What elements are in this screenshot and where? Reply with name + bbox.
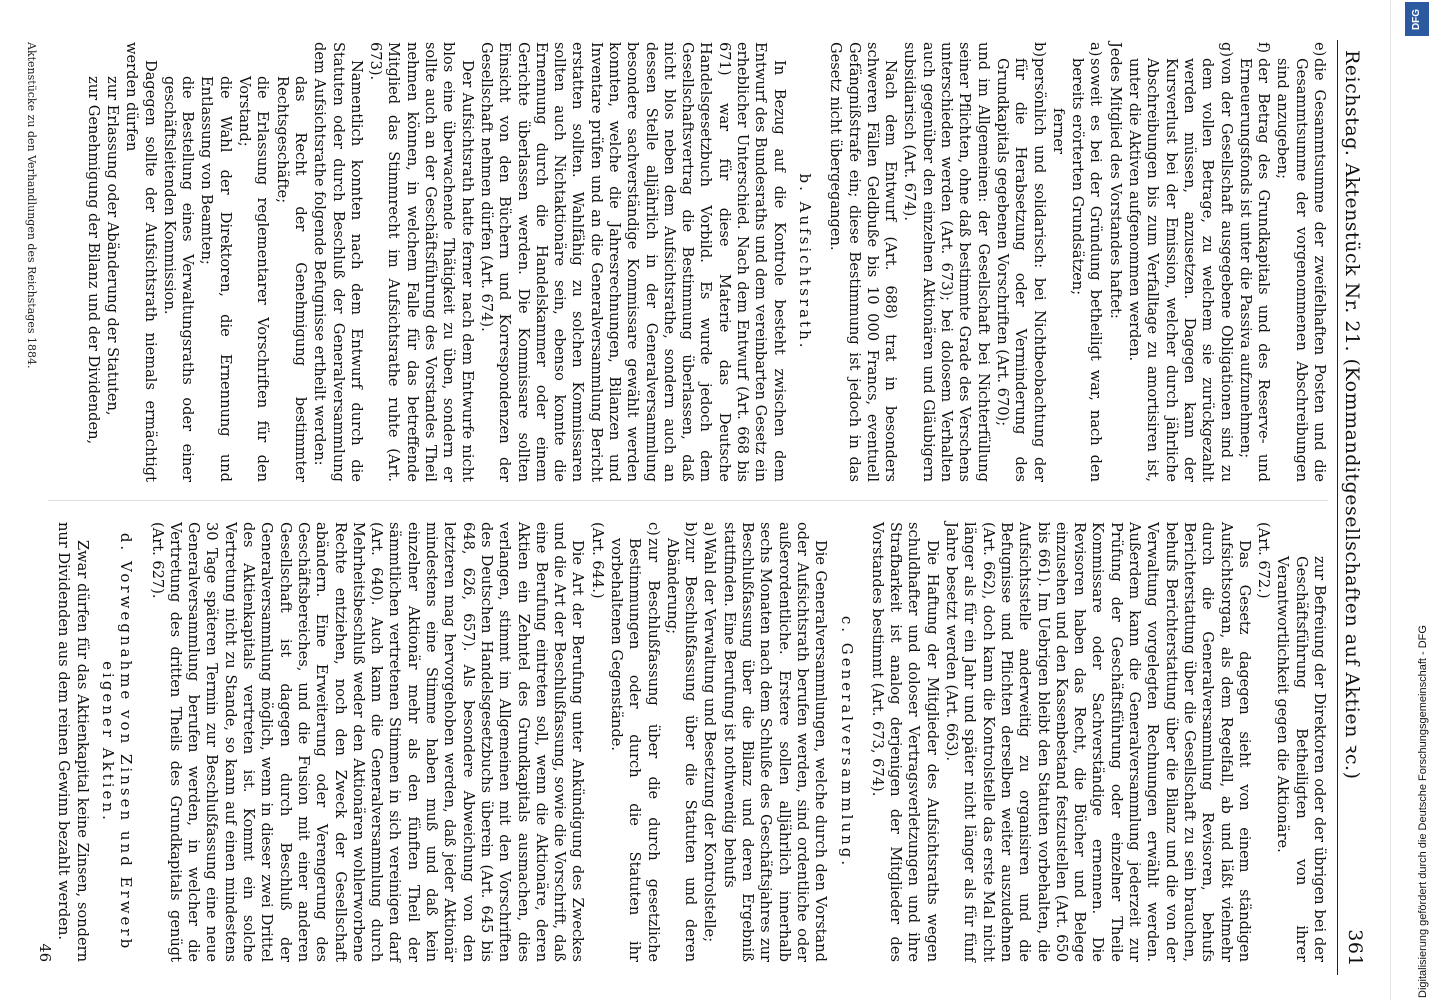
section-heading: b. Aufsichtsrath. — [795, 173, 814, 351]
list-item — [1125, 42, 1235, 482]
paragraph: In Bezug auf die Kontrole besteht zwischen dem Entwurf des Bundesraths und dem vereinbarten Gesetz ein erheblicher Unterschied. Nach dem Entwurf (Art. 668 bis 671) war für diese Materie das Deutsche Handelsgesetzbuch Vorbild. Es wurde jedoch dem Gesellschaftsvertrag die Bestimmung überlassen, daß nicht blos neben dem Aufsichtsrathe, sondern auch an dessen Stelle alljährlich in der Generalversammlung besondere sachverständige Kommissare gewählt werden konnten, welche die Jahresrechnungen, Bilanzen und Inventare prüfen und an die Generalversammlung Bericht erstatten sollten. Wahlfähig zu solchen Kommissaren sollten auch Nichtaktionäre sein, ebenso konnte die Ernennung durch die Handelskammer oder einem Gerichte überlassen werden. Die Kommissare sollten Einsicht von den Büchern und Korrespondenzen der Gesellschaft nehmen dürfen (Art. 674). — [477, 42, 788, 482]
paragraph: das Recht der Genehmigung bestimmter Rechtsgeschäfte; — [273, 76, 309, 482]
column-divider — [48, 500, 1328, 501]
list-item — [1273, 42, 1328, 482]
paragraph: die Bestellung eines Verwaltungsraths oder einer geschäftsleitenden Kommission. — [160, 76, 197, 482]
page-number: 361 — [1344, 929, 1366, 967]
paragraph: ferner — [1049, 108, 1067, 155]
dfg-logo-text: DFG — [1411, 8, 1423, 30]
list-item-text: der Betrag des Grundkapitals und des Reserve- und Erneuerungsfonds ist unter die Passiva aufzunehmen; — [1236, 58, 1273, 482]
paragraph: Die Art der Berufung unter Ankündigung des Zweckes und die Art der Beschlußfassung, sowie die Vorschrift, daß eine Berufung eintreten soll, wenn die Aktionäre, deren Aktien ein Zehntel des Grundkapitals ausmachen, dies verlangen, stimmt im Allgemeinen mit den Vorschriften des Deutschen Handelsgesetzbuchs überein (Art. 645 bis 648, 626, 657). Als besondere Abweichung von den letzteren mag hervorgehoben werden, daß jeder Aktionär mindestens eine Stimme haben muß und daß kein einzelner Aktionär mehr als den fünften Theil der sämmtlichen vertretenen Stimmen in sich vereinigen darf (Art. 640). Auch kann die Generalversammlung durch Mehrheitsbeschluß weder den Aktionären wohlerworbene Rechte entziehen, noch den Zweck der Gesellschaft abändern. Eine Erweiterung oder Verengerung des Geschäftsbereiches, und die Fusion mit einer anderen Gesellschaft ist dagegen durch Beschluß der Generalversammlung möglich, wenn in dieser zwei Drittel des Aktienkapitals vertreten ist. Kommt ein solche Vertretung nicht zu Stande, so kann auf einen mindestens 30 Tage späteren Termin zur Beschlußfassung eine neue Generalversammlung berufen werden, in welcher die Vertretung des dritten Theils des Grundkapitals genügt (Art. 627). — [148, 522, 587, 962]
paragraph: Zwar dürfen für das Aktienkapital keine Zinsen, sondern nur Dividenden aus dem reinen Gewinn bezahlt werden. — [55, 522, 91, 962]
footnote: Aktenstücke zu den Verhandlungen des Reichstages 1884. — [25, 42, 38, 369]
left-column — [82, 42, 1328, 482]
paragraph: (Art. 672.) — [1255, 522, 1273, 599]
paragraph: Die Haftung der Mitglieder des Aufsichtsraths wegen schuldhafter und doloser Vertragsverletzungen und ihre Strafbarkeit ist analog derjenigen der Mitglieder des Vorstandes bestimmt (Art. 673, 674). — [868, 522, 941, 962]
list-item-text: zur Beschlußfassung über die durch gesetzliche Bestimmungen oder durch die Statuten ihr vorbehaltenen Gegenstände. — [608, 538, 662, 962]
paragraph: zur Befreiung der Direktoren oder der übrigen bei der Geschäftsführung Betheiligten von ihrer Verantwortlichkeit gegen die Aktionäre. — [1274, 556, 1328, 962]
list-item-text: von der Gesellschaft ausgegebene Obligationen sind zu dem vollen Betrage, zu welchem sie zurückgezahlt werden müssen, anzusetzen. Dagegen kann der Kursverlust bei der Emission, welcher durch jährliche Abschreibungen bis zum Verfalltage zu amortisiren ist, unter die Aktiven aufgenommen werden. — [1126, 58, 1235, 482]
list-item-text: die Gesammtsumme der zweifelhaften Posten und die Gesammtsumme der vorgenommenen Abschreibungen sind anzugeben; — [1274, 58, 1328, 482]
paragraph: Nach dem Entwurf (Art. 688) trat in besonders schweren Fällen Geldbuße bis 10 000 Francs, eventuell Gefängnißstrafe ein; diese Bestimmung ist jedoch in das Gesetz nicht übergegangen. — [827, 42, 900, 482]
list-item — [663, 522, 700, 962]
list-item-marker: b) — [1030, 42, 1048, 58]
paragraph: die Wahl der Direktoren, die Ernennung und Entlassung von Beamten; — [198, 76, 234, 482]
paragraph: Das Gesetz dagegen sieht von einem ständigen Aufsichtsorgan, als dem Regelfall, ab und läßt vielmehr durch die Generalversammlung Revisoren, behufs Berichterstattung über die Gesellschaft zu sein brauchen, behufs Berichterstattung über die Bilanz und die von der Verwaltung vorgelegten Rechnungen erwählt werden. Außerdem kann die Generalversammlung jederzeit zur Prüfung der Geschäftsführung oder einzelner Theile Kommissare oder Sachverständige ernennen. Die Revisoren haben das Recht, die Bücher und Belege einzusehen und den Kassenbestand festzustellen (Art. 650 bis 661). Im Uebrigen bleibt den Statuten vorbehalten, die Aufsichtsstelle anderweitig zu organisiren und die Befugnisse und Pflichten derselben weiter auszudehnen (Art. 662), doch kann die Kontrolstelle das erste Mal nicht länger als für ein Jahr und später nicht länger als für fünf Jahre besetzt werden (Art. 663). — [943, 522, 1253, 962]
signature-mark: 46 — [36, 943, 54, 962]
list-item-text: Wahl der Verwaltung und Besetzung der Kontrolstelle; — [701, 538, 719, 943]
paragraph: und im Allgemeinen: der Gesellschaft bei Nichterfüllung seiner Pflichten, ohne daß bestimmte Grade des Verschens unterschieden werden (Art. 673); bei dolosem Verhalten auch gegenüber den einzelnen Aktionären und Gläubigern subsidiarisch (Art. 674). — [901, 42, 992, 482]
list-item — [607, 522, 662, 962]
paragraph: zur Erlassung oder Abänderung der Statuten, — [104, 76, 121, 416]
paragraph: Die Generalversammlungen, welche durch den Vorstand oder Aufsichtsrath berufen werden, sind ordentliche oder außerordentliche. Erstere sollen alljährlich innerhalb sechs Monaten nach dem Schluße des Geschäftsjahres zur Beschlußfassung über die Bilanz und deren Ergebniß stattfinden. Eine Berufung ist nothwendig behufs — [720, 522, 830, 962]
list-item-marker: a) — [1087, 42, 1105, 57]
digitization-credit-strip — [1390, 0, 1432, 1000]
list-item-marker: f) — [1255, 42, 1273, 54]
digitization-credit: Digitalisierung gefördert durch die Deutsche Forschungsgemeinschaft - DFG — [1417, 625, 1429, 998]
running-head — [1337, 40, 1368, 975]
paragraph: (Art. 644.) — [588, 522, 606, 599]
section-heading: d. Vorwegnahme von Zinsen und Erwerb eigener Aktien. — [99, 532, 136, 952]
list-item-marker: g) — [1217, 42, 1235, 58]
paragraph: Der Aufsichtsrath hatte ferner nach dem Entwurfe nicht blos eine überwachende Thätigkeit zu üben, sondern er sollte auch an der Geschäftsführung des Vorstandes Theil nehmen können, in welchem Falle für das betreffende Mitglied das Stimmrecht im Aufsichtsrathe ruhte (Art. 673). — [367, 42, 476, 482]
paragraph: die Erlassung reglementarer Vorschriften für den Vorstand; — [236, 76, 272, 482]
page-title: Reichstag. Aktenstück Nr. 21. (Kommanditgesellschaften auf Aktien ꝛc.) — [1341, 50, 1363, 780]
paragraph: Jedes Mitglied des Vorstandes haftet: — [1106, 42, 1124, 319]
paragraph: zur Genehmigung der Bilanz und der Dividenden, — [84, 76, 102, 445]
right-column — [34, 522, 1328, 962]
section-heading: c. Generalversammlung. — [837, 615, 856, 869]
list-item-text: persönlich und solidarisch: bei Nichtbeobachtung der für die Herabsetzung oder Verminderung des Grundkapitals gegebenen Vorschriften (Art. 670); — [993, 58, 1048, 482]
list-item-marker: c) — [644, 522, 662, 536]
paragraph: Dagegen sollte der Aufsichtsrath niemals ermächtigt werden dürfen — [123, 42, 159, 482]
list-item-text: zur Beschlußfassung über die Statuten und deren Abänderung; — [663, 538, 700, 962]
list-item-text: soweit es bei der Gründung betheiligt war, nach den bereits erörterten Grundsätzen; — [1069, 58, 1105, 482]
list-item — [1236, 42, 1273, 482]
paragraph: Namentlich konnten nach dem Entwurf durch die Statuten oder durch Beschluß der Generalversammlung dem Aufsichtsrathe folgende Befugnisse ertheilt werden: — [311, 42, 365, 482]
list-item — [1068, 42, 1105, 482]
list-item-marker: e) — [1311, 42, 1328, 57]
list-item-marker: b) — [682, 522, 700, 538]
list-item — [993, 42, 1048, 482]
list-item-marker: a) — [701, 522, 719, 537]
list-item — [700, 522, 718, 962]
